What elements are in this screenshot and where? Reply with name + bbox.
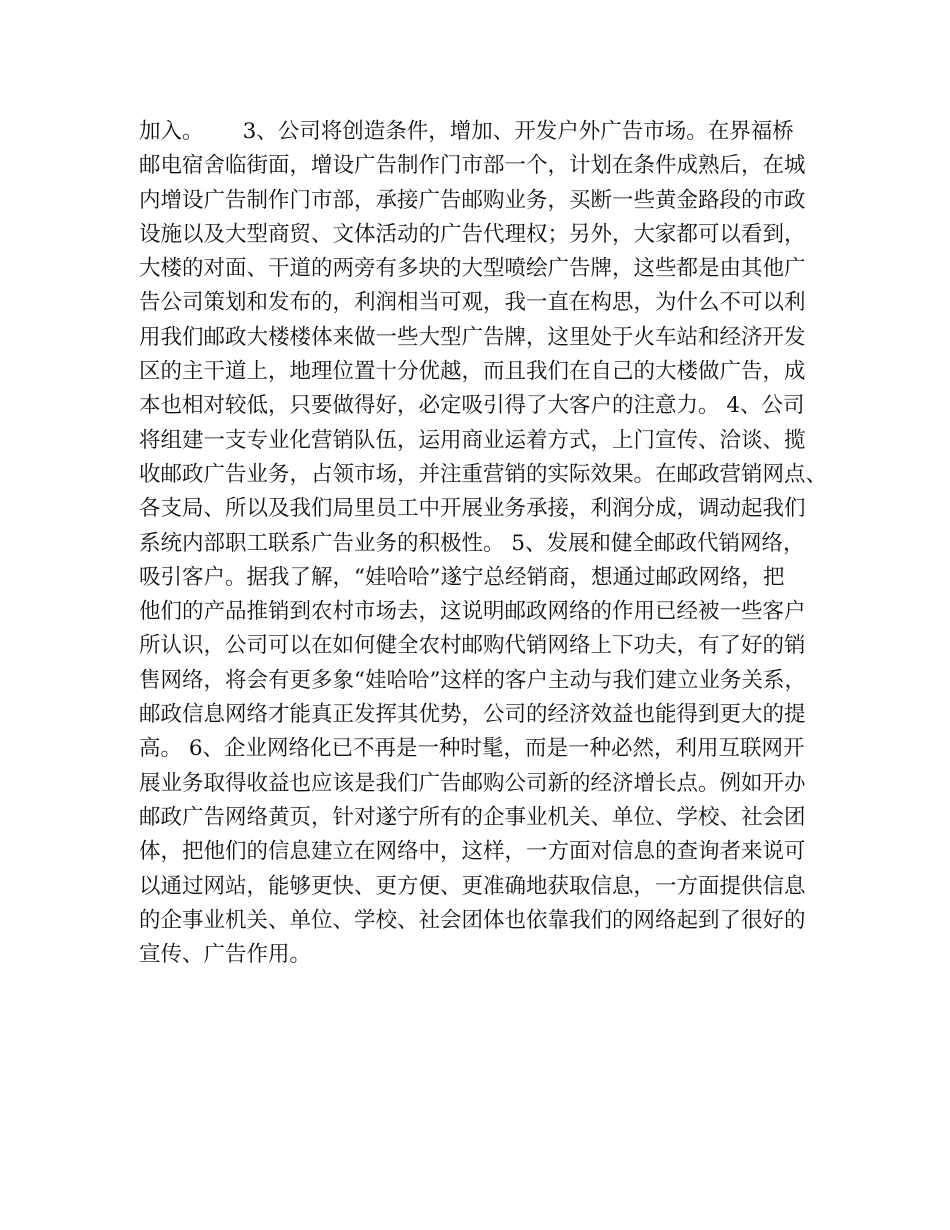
text-line-24: 的企事业机关、单位、学校、社会团体也依靠我们的网络起到了很好的 [139, 907, 806, 933]
text-line-7: 用我们邮政大楼楼体来做一些大型广告牌，这里处于火车站和经济开发 [139, 324, 806, 350]
text-line-25: 宣传、广告作用。 [139, 942, 312, 968]
text-line-19: 高。 6、企业网络化已不再是一种时髦，而是一种必然，利用互联网开 [139, 736, 805, 762]
text-line-21: 邮政广告网络黄页，针对遂宁所有的企事业机关、单位、学校、社会团 [139, 804, 806, 830]
text-line-14: 吸引客户。据我了解，“娃哈哈”遂宁总经销商，想通过邮政网络，把 [139, 564, 785, 590]
body-paragraph [139, 115, 839, 972]
text-line-18: 邮政信息网络才能真正发挥其优势，公司的经济效益也能得到更大的提 [139, 702, 806, 728]
text-line-22: 体，把他们的信息建立在网络中，这样，一方面对信息的查询者来说可 [139, 839, 806, 865]
text-line-8: 区的主干道上，地理位置十分优越，而且我们在自己的大楼做广告，成 [139, 359, 806, 385]
text-line-10: 将组建一支专业化营销队伍，运用商业运着方式，上门宣传、洽谈、揽 [139, 427, 806, 453]
text-line-17: 售网络，将会有更多象“娃哈哈”这样的客户主动与我们建立业务关系， [139, 667, 806, 693]
text-line-23: 以通过网站，能够更快、更方便、更准确地获取信息，一方面提供信息 [139, 873, 806, 899]
text-line-2: 邮电宿舍临街面，增设广告制作门市部一个，计划在条件成熟后，在城 [139, 153, 806, 179]
text-line-12: 各支局、所以及我们局里员工中开展业务承接，利润分成，调动起我们 [139, 496, 806, 522]
text-line-15: 他们的产品推销到农村市场去，这说明邮政网络的作用已经被一些客户 [139, 599, 806, 625]
text-line-9: 本也相对较低，只要做得好，必定吸引得了大客户的注意力。 4、公司 [139, 393, 805, 419]
text-line-4: 设施以及大型商贸、文体活动的广告代理权；另外，大家都可以看到， [139, 221, 806, 247]
text-line-11: 收邮政广告业务，占领市场，并注重营销的实际效果。在邮政营销网点、 [139, 461, 828, 487]
text-line-13: 系统内部职工联系广告业务的积极性。 5、发展和健全邮政代销网络， [139, 530, 805, 556]
text-line-5: 大楼的对面、干道的两旁有多块的大型喷绘广告牌，这些都是由其他广 [139, 256, 806, 282]
text-line-16: 所认识，公司可以在如何健全农村邮购代销网络上下功夫，有了好的销 [139, 633, 806, 659]
text-line-20: 展业务取得收益也应该是我们广告邮购公司新的经济增长点。例如开办 [139, 770, 806, 796]
text-line-6: 告公司策划和发布的，利润相当可观，我一直在构思，为什么不可以利 [139, 290, 806, 316]
text-line-3: 内增设广告制作门市部，承接广告邮购业务，买断一些黄金路段的市政 [139, 187, 806, 213]
text-line-1: 加入。 3、公司将创造条件，增加、开发户外广告市场。在界福桥 [139, 119, 794, 144]
